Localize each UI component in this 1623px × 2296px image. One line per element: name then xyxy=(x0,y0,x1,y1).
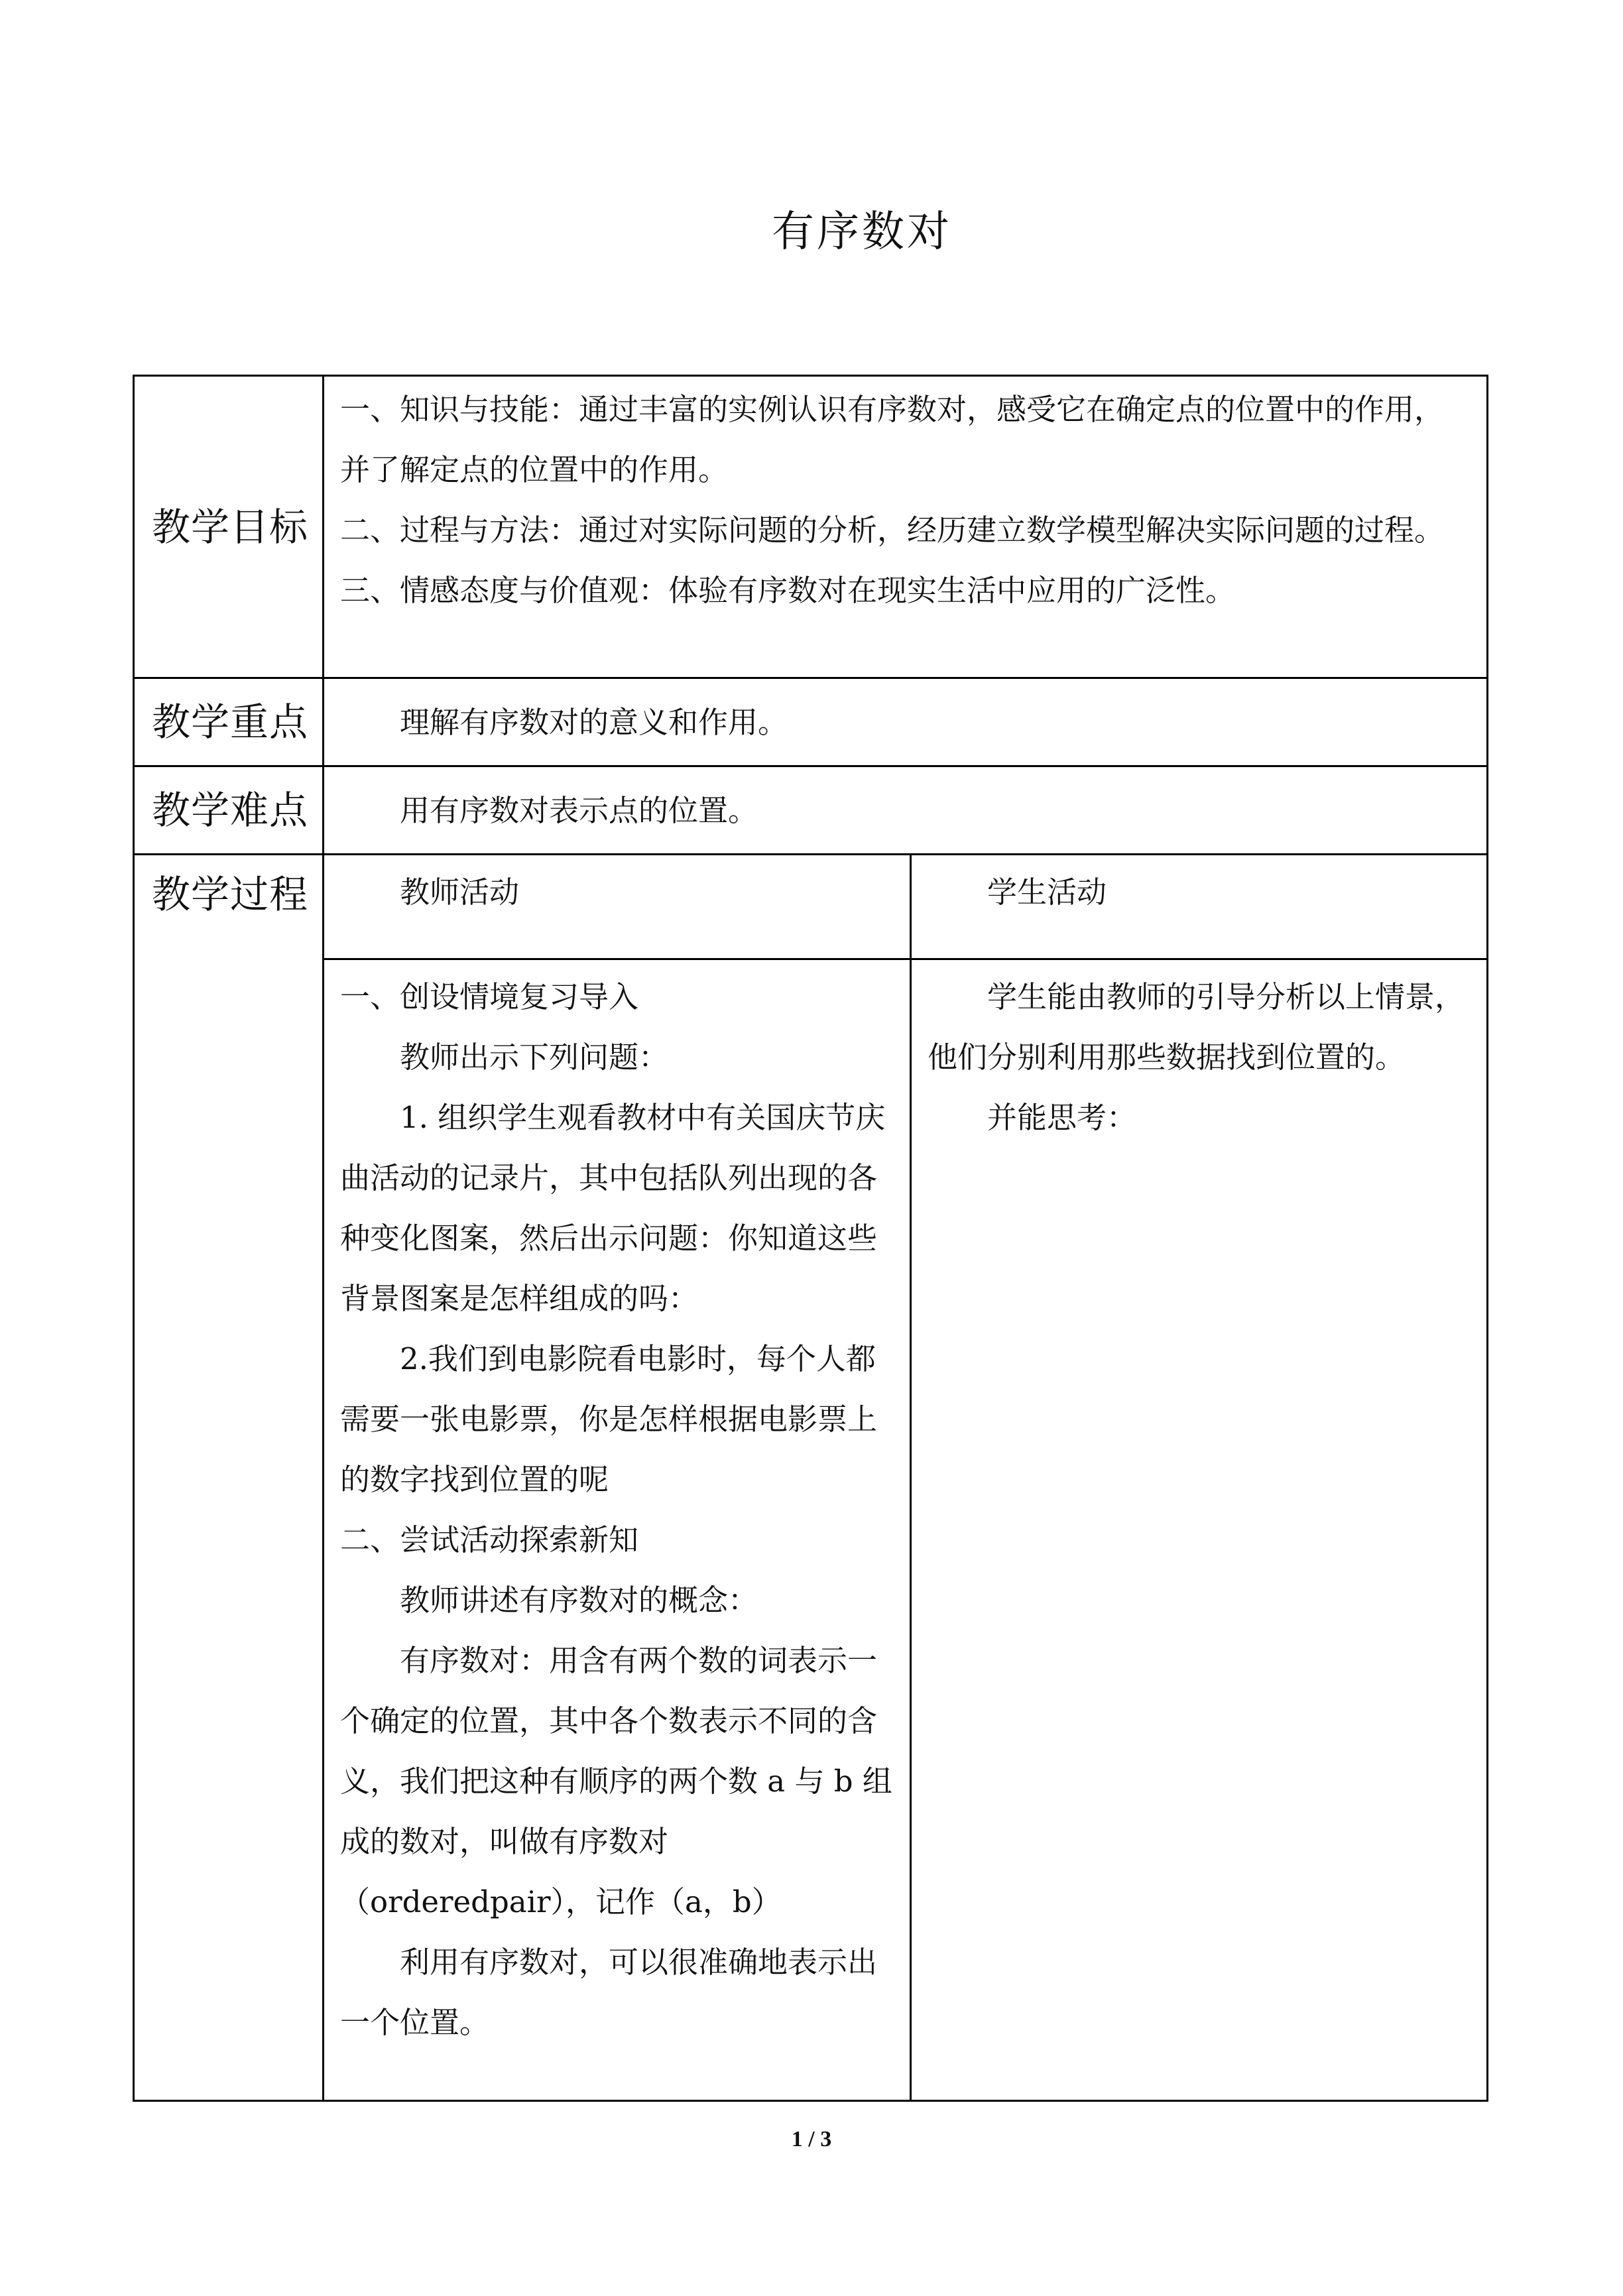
teacher-line: 1. 组织学生观看教材中有关国庆节庆曲活动的记录片，其中包括队列出现的各种变化图案，然后出示问题：你知道这些背景图案是怎样组成的吗： xyxy=(340,1100,886,1316)
teacher-line: 有序数对：用含有两个数的词表示一个确定的位置，其中各个数表示不同的含义，我们把这种有顺序的两个数 a 与 b 组成的数对，叫做有序数对（orderedpair），记作（a，b） xyxy=(340,1643,892,1919)
process-header-row xyxy=(134,855,1488,959)
difficulties-label: 教学难点 xyxy=(134,766,324,855)
objectives-row xyxy=(134,376,1488,678)
teacher-line: 利用有序数对，可以很准确地表示出一个位置。 xyxy=(340,1945,878,2040)
objective-line: 三、情感态度与价值观：体验有序数对在现实生活中应用的广泛性。 xyxy=(340,573,1236,608)
student-line: 学生能由教师的引导分析以上情景，他们分别利用那些数据找到位置的。 xyxy=(928,979,1465,1075)
teacher-line: 2.我们到电影院看电影时，每个人都需要一张电影票，你是怎样根据电影票上的数字找到位置的呢 xyxy=(340,1341,878,1497)
teacher-line: 一、创设情境复习导入 xyxy=(340,979,639,1014)
objectives-label: 教学目标 xyxy=(134,376,324,678)
key-points-row xyxy=(134,678,1488,766)
teacher-activity-header-text: 教师活动 xyxy=(400,875,520,910)
teacher-activity-header xyxy=(324,855,911,959)
key-points-label: 教学重点 xyxy=(134,678,324,766)
teacher-line: 二、尝试活动探索新知 xyxy=(340,1522,639,1557)
student-activity-header xyxy=(911,855,1488,959)
teacher-line: 教师出示下列问题： xyxy=(400,1040,669,1075)
objective-line: 一、知识与技能：通过丰富的实例认识有序数对，感受它在确定点的位置中的作用，并了解定点的位置中的作用。 xyxy=(340,392,1445,487)
key-points-text: 理解有序数对的意义和作用。 xyxy=(400,704,788,740)
process-label: 教学过程 xyxy=(134,855,324,2101)
objective-line: 二、过程与方法：通过对实际问题的分析，经历建立数学模型解决实际问题的过程。 xyxy=(340,513,1445,548)
student-activity-header-text: 学生活动 xyxy=(987,875,1107,910)
key-points-content xyxy=(324,678,1488,766)
lesson-plan-table xyxy=(133,375,1488,2102)
teacher-activity-content xyxy=(324,959,911,2101)
student-line: 并能思考： xyxy=(987,1100,1137,1135)
difficulties-row xyxy=(134,766,1488,855)
page-title: 有序数对 xyxy=(772,208,952,257)
process-content-row xyxy=(134,959,1488,2101)
student-activity-content xyxy=(911,959,1488,2101)
page-number: 1 / 3 xyxy=(791,2127,832,2151)
teacher-line: 教师讲述有序数对的概念： xyxy=(400,1583,758,1618)
difficulties-text: 用有序数对表示点的位置。 xyxy=(400,792,758,828)
difficulties-content xyxy=(324,766,1488,855)
objectives-content xyxy=(324,376,1488,678)
